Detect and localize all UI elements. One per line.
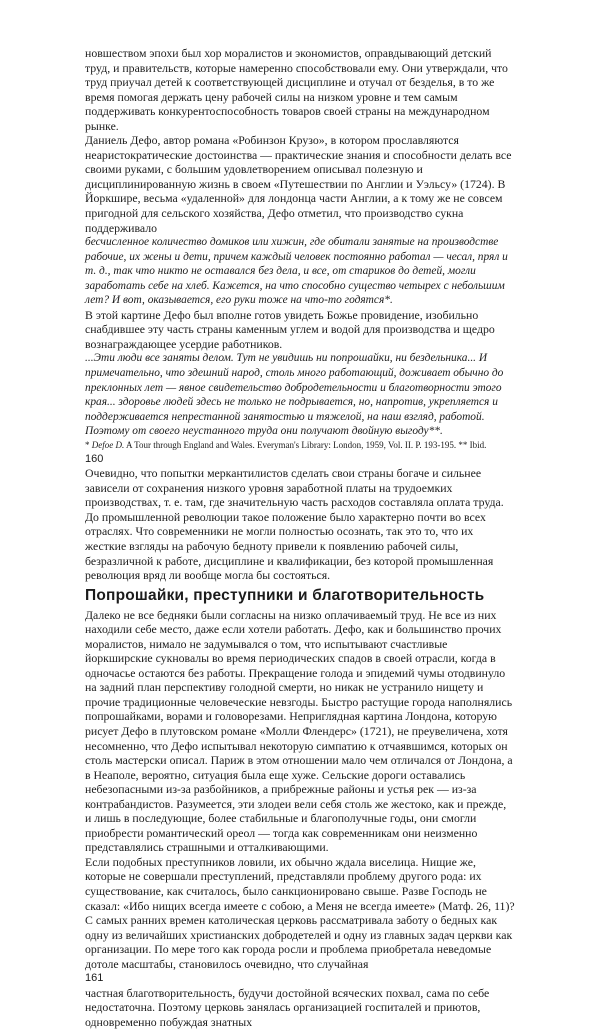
- footnote-reference: [85, 439, 515, 452]
- footnote-marker: *: [85, 439, 92, 450]
- block-quote-cottages: бесчисленное количество домиков или хижин, где обитали занятые на производстве рабочие, их жены и дети, причем каждый человек постоянно работал — чесал, прял и т. д., так что никто не оставался без дела, и все, от стариков до детей, могли заработать себе на хлеб. Кажется, на что способно существо четырех с небольшим лет? И вот, оказывается, его руки тоже на что-то годятся*.: [85, 236, 508, 307]
- body-paragraph-criminals: Если подобных преступников ловили, их обычно ждала виселица. Нищие же, которые не совершали преступлений, представляли проблему другого рода: их существование, как считалось, было санкционировано свыше. Разве Господь не сказал: «Ибо нищих всегда имеете с собою, а Меня не всегда имеете» (Матф. 26, 11)? С самых ранних времен католическая церковь рассматривала заботу о бедных как одну из величайших христианских добродетелей и одну из главных задач церкви как организации. По мере того как города росли и проблема приобретала неведомые дотоле масштабы, становилось очевидно, что случайная: [85, 854, 515, 971]
- body-paragraph-charity: частная благотворительность, будучи достойной всяческих похвал, сама по себе недостаточна. Поэтому церковь занялась организацией госпиталей и приютов, одновременно побуждая знатных: [85, 985, 490, 1029]
- body-paragraph-defoe: Даниель Дефо, автор романа «Робинзон Крузо», в котором прославляются неаристократические достоинства — практические знания и способности делать все своими руками, с большим удовлетворением описывал полезную и дисциплинированную жизнь в своем «Путешествии по Англии и Уэльсу» (1724). В Йоркшире, весьма «удаленной» для лондонца части Англии, а к тому же не совсем пригодной для сельского хозяйства, Дефо отметил, что производство сукна поддерживало: [85, 133, 512, 235]
- page-number-161: 161: [85, 972, 104, 985]
- footnote-author: Defoe D.: [91, 439, 125, 450]
- block-quote-busy-people: ...Эти люди все заняты делом. Тут не увидишь ни попрошайки, ни бездельника... И примечательно, что здешний народ, столь много работающий, доживает обычно до преклонных лет — явное свидетельство добродетельности и благотворности этого края... здоровье людей здесь не только не подрывается, но, напротив, укрепляется и поддерживается непрестанной занятостью и тяжелой, на наш взгляд, работой. Поэтому от своего неустанного труда они получают двойную выгоду**.: [85, 352, 504, 438]
- footnote-text: A Tour through England and Wales. Everyman's Library: London, 1959, Vol. II. P. 193-195. ** Ibid.: [124, 439, 487, 450]
- page-number-160: 160: [85, 452, 104, 465]
- section-heading-beggars: Попрошайки, преступники и благотворительность: [85, 586, 485, 604]
- body-paragraph-continuation: новшеством эпохи был хор моралистов и экономистов, оправдывающий детский труд, и правительств, которые намеренно способствовали ему. Они утверждали, что труд приучал детей к соответствующей дисциплине и отучал от безделья, в то же время помогая держать цену рабочей силы на низком уровне и тем самым поддерживать конкурентоспособность товаров своей страны на международном рынке.: [85, 46, 508, 133]
- body-paragraph-poor: Далеко не все бедняки были согласны на низко оплачиваемый труд. Не все из них находили себе место, даже если хотели работать. Дефо, как и большинство прочих моралистов, нимало не задумывался о том, что испытывают счастливые йоркширские сукновалы во время периодических спадов в своей отрасли, когда в одночасье остаются без работы. Прекращение голода и эпидемий чумы отодвинуло на задний план перспективу голодной смерти, но никак не устранило нищету и прочие традиционные человеческие невзгоды. Быстро растущие города наполнялись попрошайками, ворами и головорезами. Неприглядная картина Лондона, которую рисует Дефо в плутовском романе «Молли Флендерс» (1721), не преувеличена, хотя несомненно, что Дефо испытывал некоторую симпатию к отчаявшимся, которых он столь мастерски описал. Париж в этом отношении мало чем отличался от Лондона, а в Неаполе, вероятно, ситуация была еще хуже. Сельские дороги оставались небезопасными из-за разбойников, а прибрежные районы и устья рек — из-за контрабандистов. Разумеется, эти злодеи вели себя столь же жестоко, как и прежде, и лишь в последующие, более стабильные и благополучные годы, они смогли приобрести романтический ореол — тогда как современникам они неизменно представлялись страшными и отталкивающими.: [85, 607, 513, 855]
- body-paragraph-providence: В этой картине Дефо был вполне готов увидеть Божье провидение, изобильно снабдившее эту часть страны каменным углем и водой для производства и щедро вознаграждающее усердие работников.: [85, 307, 495, 351]
- body-paragraph-mercantilists: Очевидно, что попытки меркантилистов сделать свои страны богаче и сильнее зависели от сохранения низкого уровня заработной платы на трудоемких производствах, т. е. там, где значительную часть расходов составляла оплата труда. До промышленной революции такое положение было характерно почти во всех отраслях. Что современники не могли полностью осознать, так это то, что их жесткие взгляды на рабочую бедноту привели к появлению рабочей силы, безразличной к работе, дисциплине и квалификации, без которой промышленная революция вряд ли вообще могла бы состояться.: [85, 466, 504, 583]
